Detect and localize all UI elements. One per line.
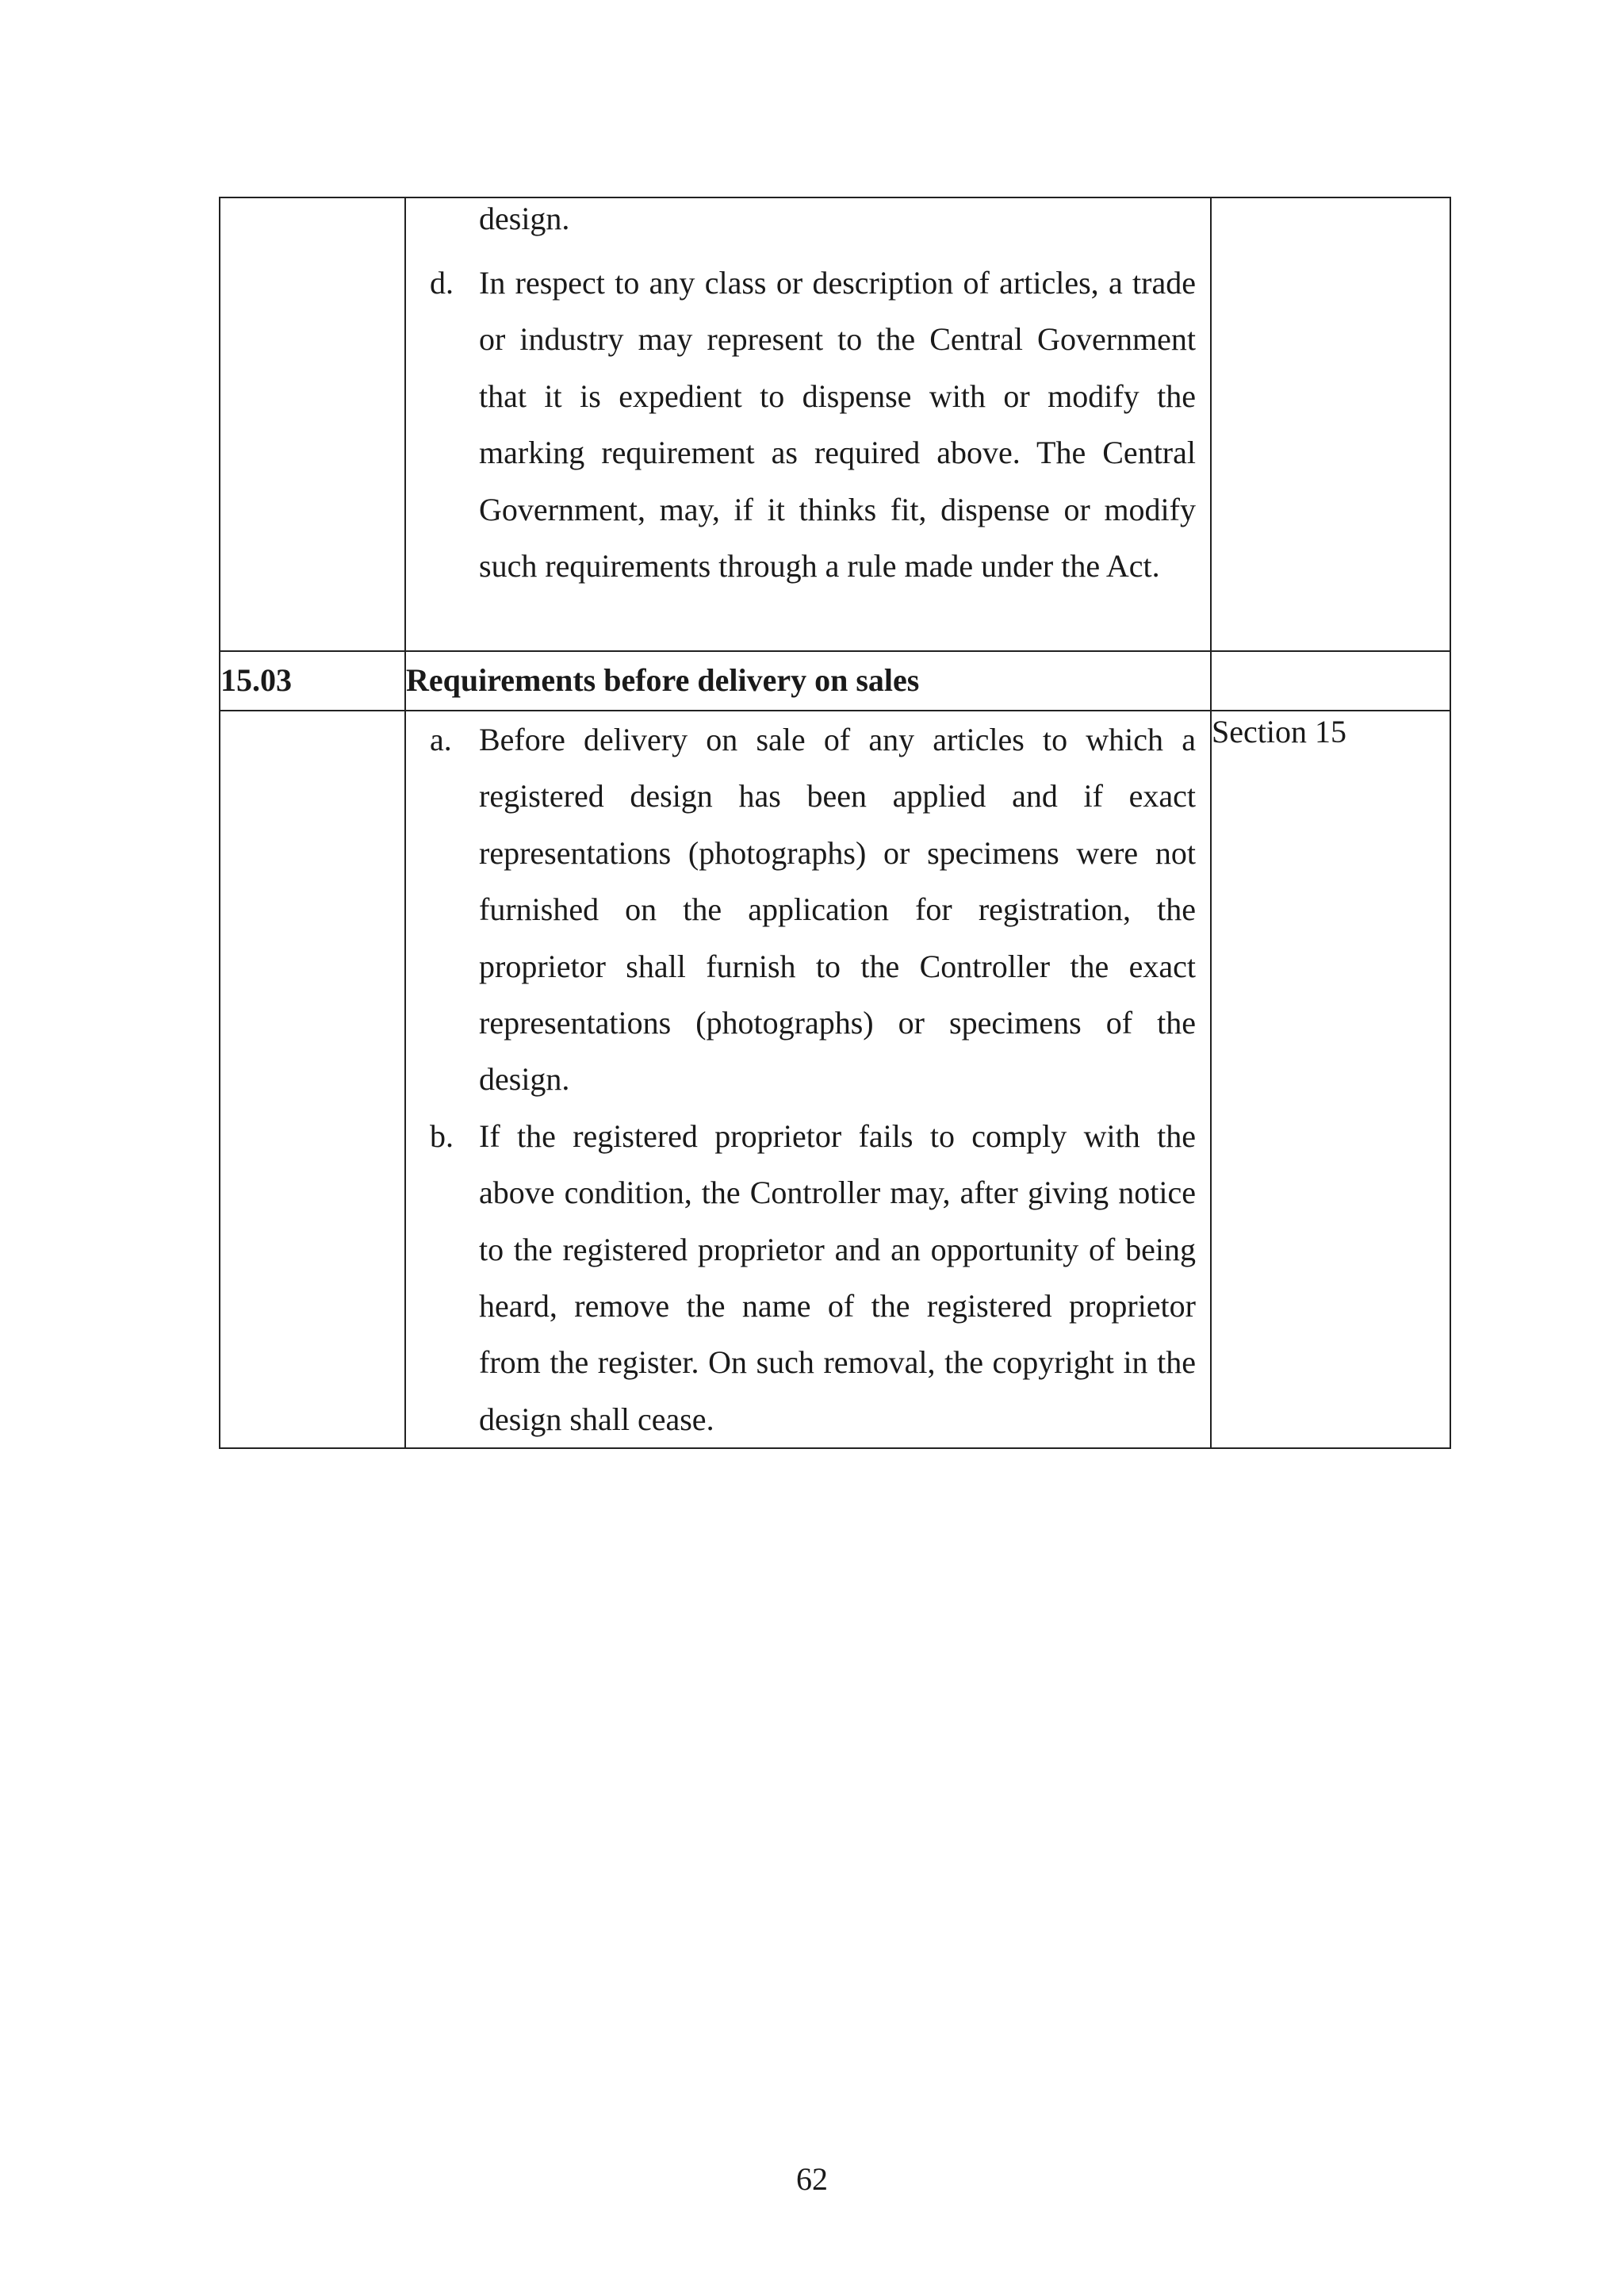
list-item-label: a. bbox=[430, 722, 452, 757]
list-item-label: b. bbox=[430, 1117, 454, 1154]
section-number: 15.03 bbox=[220, 651, 405, 711]
continuation-number-cell bbox=[220, 197, 405, 651]
list-item-text: If the registered proprietor fails to comply with the above condition, the Controller may, after giving notice to the registered proprietor and an opportunity of being heard, remove the name of the registered proprietor from the register. On such removal, the copyright in the design shall cease. bbox=[479, 1117, 1196, 1437]
list-item-b bbox=[406, 1108, 1210, 1447]
section-heading-row bbox=[220, 651, 1450, 711]
continuation-tail-text: design. bbox=[479, 201, 570, 236]
continuation-reference-cell bbox=[1211, 197, 1450, 651]
list-item-a bbox=[406, 711, 1210, 1108]
section-reference: Section 15 bbox=[1211, 711, 1450, 1448]
provisions-table bbox=[219, 197, 1451, 1449]
list-item-text: Before delivery on sale of any articles to which a registered design has been applied and if exact representations (photographs) or specimens were not furnished on the application for registration, the proprietor shall furnish to the Controller the exact representations (photographs) or specimens of the design. bbox=[479, 722, 1196, 1098]
section-title: Requirements before delivery on sales bbox=[405, 651, 1211, 711]
list-item-label: d. bbox=[430, 265, 454, 301]
page-number: 62 bbox=[796, 2161, 828, 2197]
section-body-content-cell bbox=[405, 711, 1211, 1448]
list-item-d bbox=[406, 255, 1210, 594]
section-body-number-cell bbox=[220, 711, 405, 1448]
continuation-content-cell bbox=[405, 197, 1211, 651]
continuation-row bbox=[220, 197, 1450, 651]
section-heading-reference-cell bbox=[1211, 651, 1450, 711]
section-body-row bbox=[220, 711, 1450, 1448]
list-item-text: In respect to any class or description of articles, a trade or industry may represent to the Central Government that it is expedient to dispense with or modify the marking requirement as required above. The Central Government, may, if it thinks fit, dispense or modify such requirements through a rule made under the Act. bbox=[479, 265, 1196, 585]
